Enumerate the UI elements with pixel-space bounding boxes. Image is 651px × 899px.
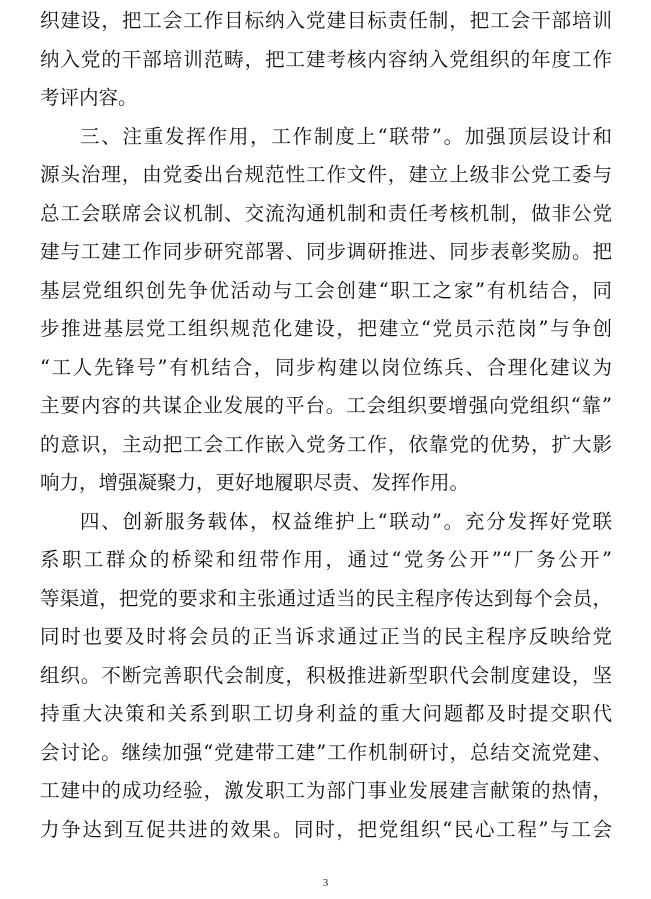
text-line: 主要内容的共谋企业发展的平台。工会组织要增强向党组织“靠” (40, 394, 612, 417)
section-three-heading-line: 三、注重发挥作用，工作制度上“联带”。加强顶层设计和 (80, 124, 612, 148)
text-line: 会讨论。继续加强“党建带工建”工作机制研讨，总结交流党建、 (40, 740, 612, 764)
text-line: 等渠道，把党的要求和主张通过适当的民主程序传达到每个会员， (40, 586, 612, 610)
text-line: 考评内容。 (40, 86, 138, 109)
page-number: 3 (322, 877, 329, 889)
text-line: 总工会联席会议机制、交流沟通机制和责任考核机制，做非公党 (40, 201, 612, 225)
text-line: 系职工群众的桥梁和纽带作用，通过“党务公开”“厂务公开” (40, 548, 612, 571)
text-line: 的意识，主动把工会工作嵌入党务工作，依靠党的优势，扩大影 (40, 432, 612, 456)
text-line: 建与工建工作同步研究部署、同步调研推进、同步表彰奖励。把 (40, 240, 612, 263)
text-line: 组织。不断完善职代会制度，积极推进新型职代会制度建设，坚 (40, 663, 612, 687)
text-line: 步推进基层党工组织规范化建设，把建立“党员示范岗”与争创 (40, 317, 612, 340)
body-text (40, 2, 612, 849)
text-line: 基层党组织创先争优活动与工会创建“职工之家”有机结合，同 (40, 278, 612, 302)
text-line: “工人先锋号”有机结合，同步构建以岗位练兵、合理化建议为 (40, 355, 612, 379)
text-line: 力争达到互促共进的效果。同时，把党组织“民心工程”与工会 (40, 817, 612, 841)
text-line: 同时也要及时将会员的正当诉求通过正当的民主程序反映给党 (40, 625, 612, 648)
text-line: 工建中的成功经验，激发职工为部门事业发展建言献策的热情， (40, 779, 612, 802)
text-line: 持重大决策和关系到职工切身利益的重大问题都及时提交职代 (40, 702, 612, 725)
text-line: 响力，增强凝聚力，更好地履职尽责、发挥作用。 (40, 471, 470, 494)
text-line: 纳入党的干部培训范畴，把工建考核内容纳入党组织的年度工作 (40, 47, 612, 71)
text-line: 织建设，把工会工作目标纳入党建目标责任制，把工会干部培训 (40, 9, 612, 32)
text-line: 源头治理，由党委出台规范性工作文件，建立上级非公党工委与 (40, 163, 612, 186)
section-four-heading-line: 四、创新服务载体，权益维护上“联动”。充分发挥好党联 (80, 509, 612, 533)
